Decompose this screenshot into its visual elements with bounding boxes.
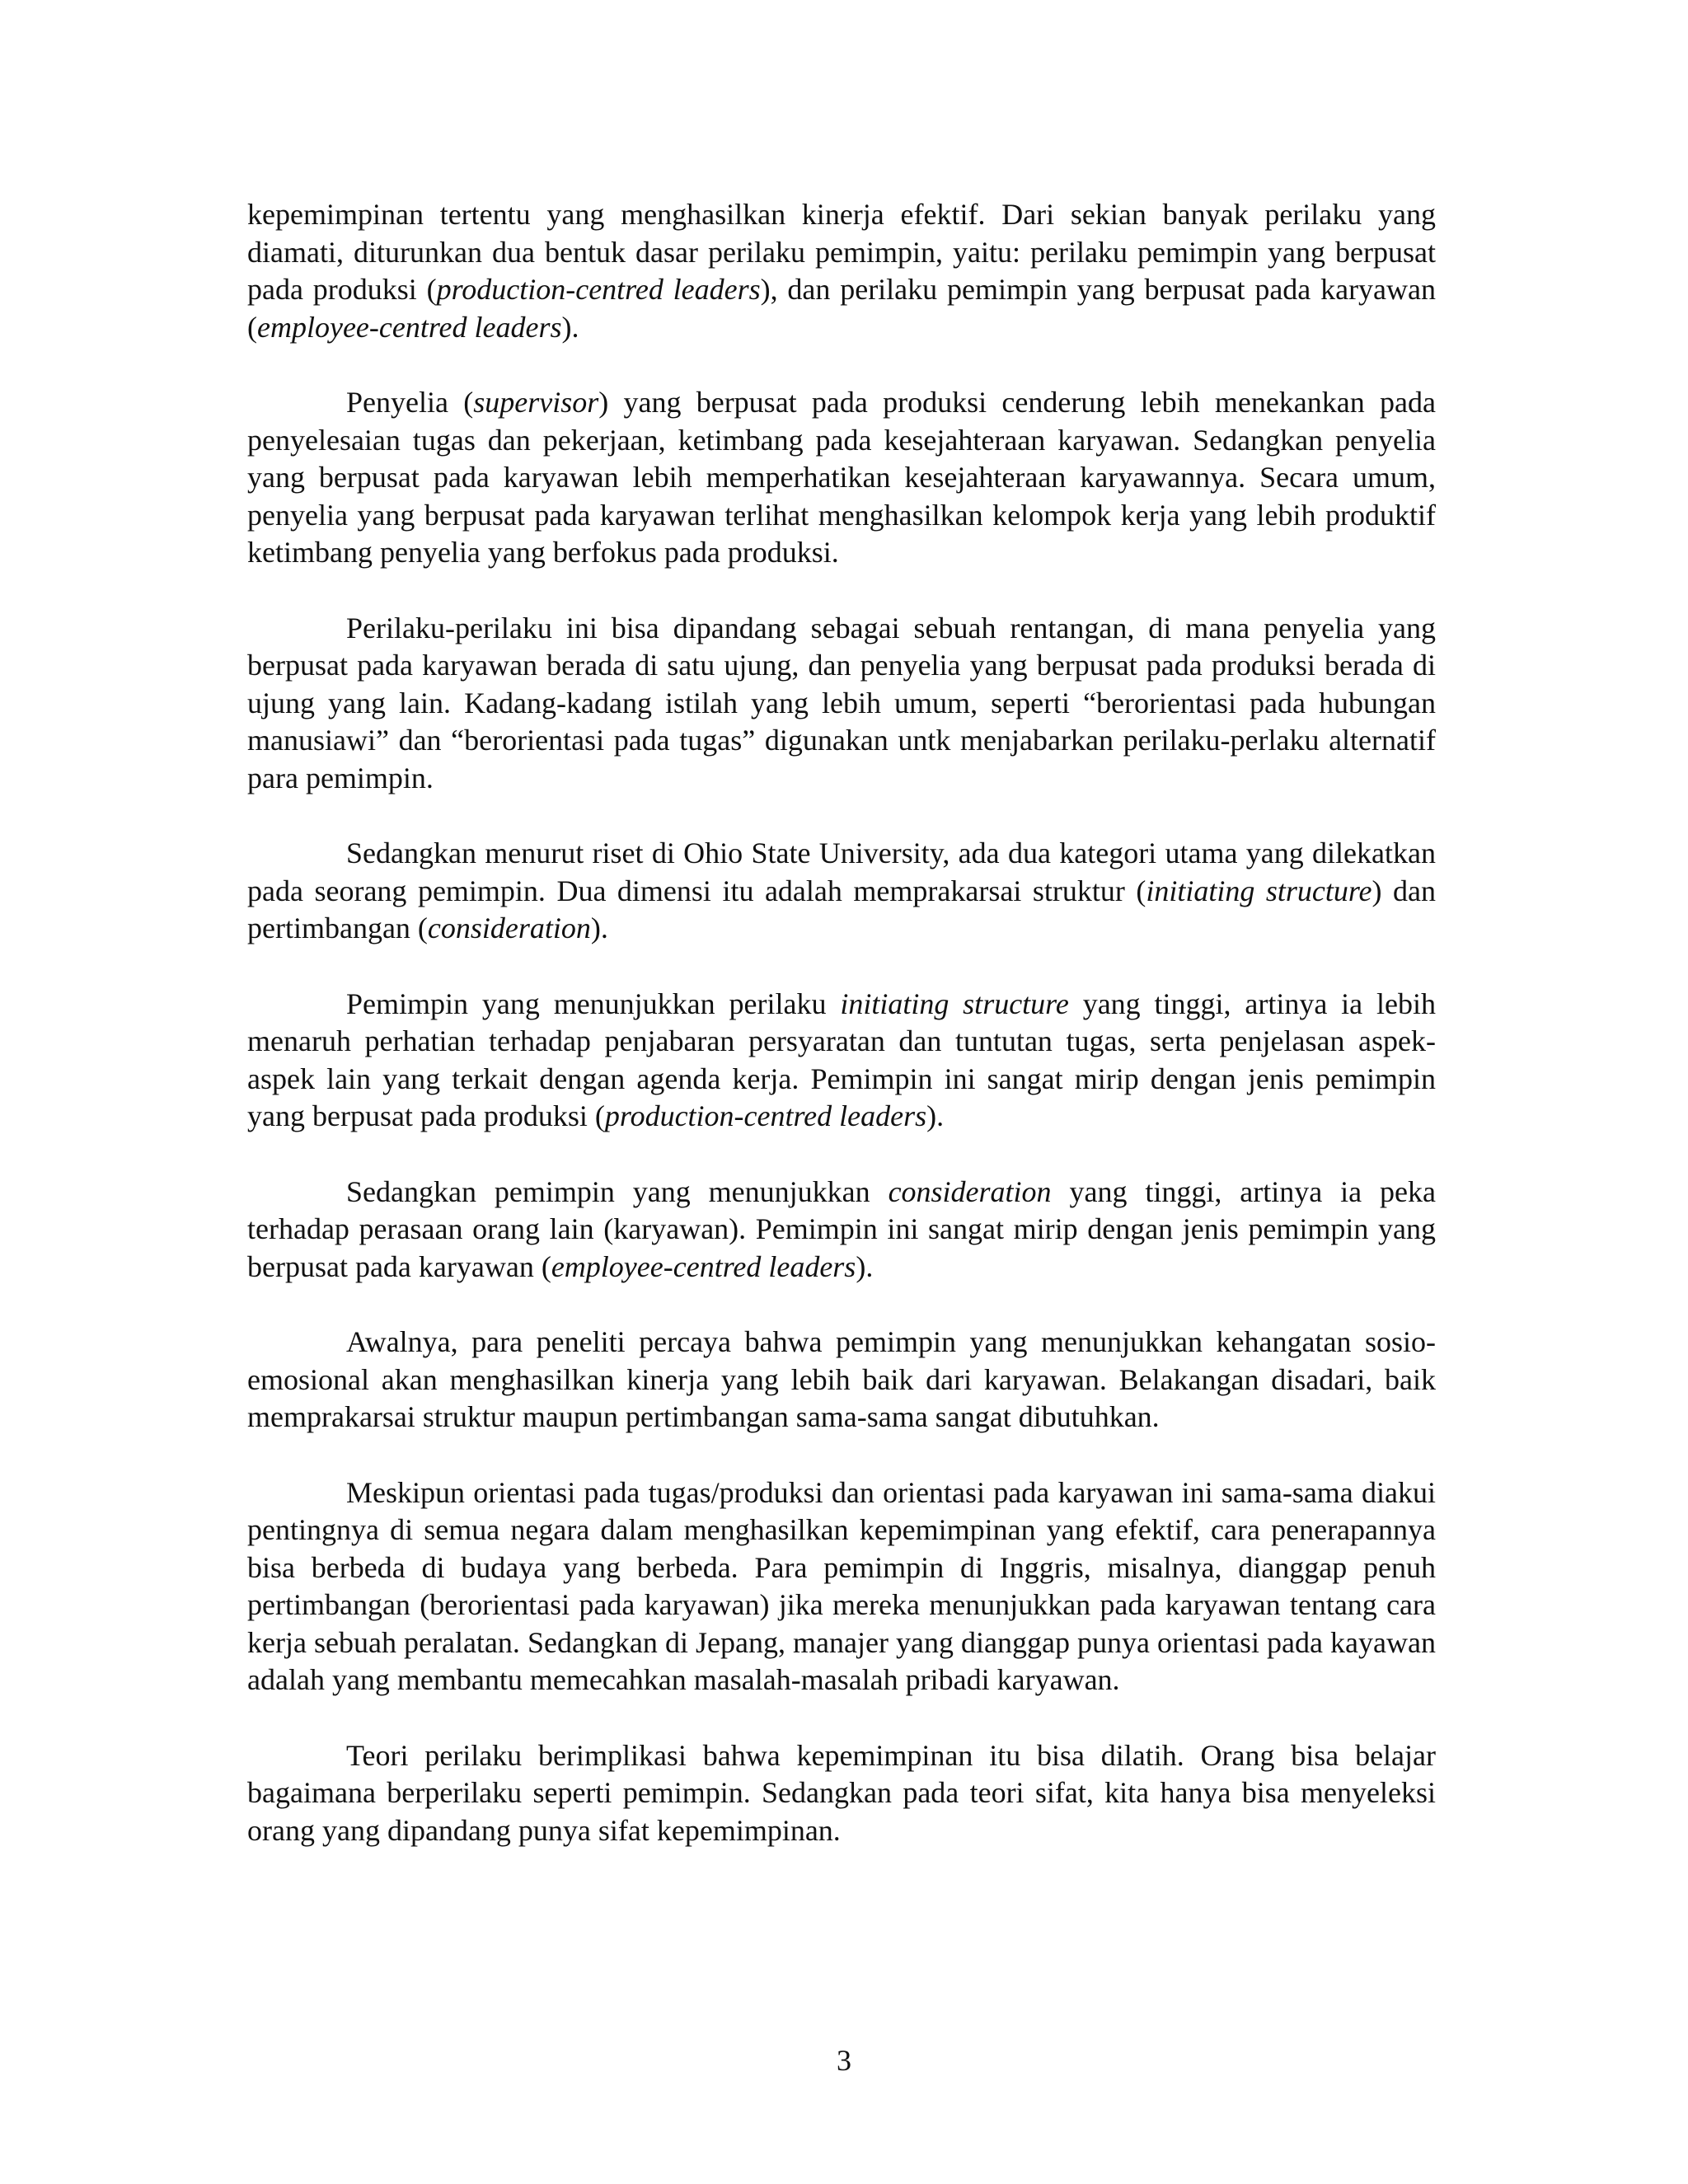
italic-term: production-centred leaders: [436, 273, 761, 306]
text-run: Meskipun orientasi pada tugas/produksi dan orientasi pada karyawan ini sama-sama diakui pentingnya di semua negara dalam menghasilkan kepemimpinan yang efektif, cara penerapannya bisa berbeda di budaya yang berbeda. Para pemimpin di Inggris, misalnya, dianggap penuh pertimbangan (berorientasi pada karyawan) jika mereka menunjukkan pada karyawan tentang cara kerja sebuah peralatan. Sedangkan di Jepang, manajer yang dianggap punya orientasi pada kayawan adalah yang membantu memecahkan masalah-masalah pribadi karyawan.: [247, 1475, 1436, 1696]
paragraph-5: [247, 986, 1436, 1136]
text-run: ) yang berpusat pada produksi cenderung lebih menekankan pada penyelesaian tugas dan pekerjaan, ketimbang pada kesejahteraan karyawan. Sedangkan penyelia yang berpusat pada karyawan lebih memperhatikan kesejahteraan karyawannya. Secara umum, penyelia yang berpusat pada karyawan terlihat menghasilkan kelompok kerja yang lebih produktif ketimbang penyelia yang berfokus pada produksi.: [247, 386, 1436, 569]
text-run: Pemimpin yang menunjukkan perilaku: [346, 987, 841, 1020]
paragraph-7: [247, 1324, 1436, 1436]
paragraph-6: [247, 1174, 1436, 1286]
italic-term: initiating structure: [1146, 874, 1372, 907]
text-run: ), dan perilaku pemimpin yang berpusat pada karyawan (: [247, 273, 1437, 344]
paragraph-3: [247, 610, 1436, 798]
text-run: ).: [856, 1249, 874, 1283]
italic-term: initiating structure: [840, 987, 1069, 1020]
text-run: ).: [561, 310, 579, 344]
text-run: ).: [926, 1099, 945, 1132]
paragraph-4: [247, 835, 1436, 948]
italic-term: consideration: [888, 1174, 1052, 1208]
document-body: [247, 196, 1436, 1887]
text-run: Awalnya, para peneliti percaya bahwa pemimpin yang menunjukkan kehangatan sosio-emosional akan menghasilkan kinerja yang lebih baik dari karyawan. Belakangan disadari, baik memprakarsai struktur maupun pertimbangan sama-sama sangat dibutuhkan.: [247, 1325, 1436, 1433]
text-run: Sedangkan pemimpin yang menunjukkan: [346, 1174, 889, 1208]
text-run: Teori perilaku berimplikasi bahwa kepemimpinan itu bisa dilatih. Orang bisa belajar bagaimana berperilaku seperti pemimpin. Sedangkan pada teori sifat, kita hanya bisa menyeleksi orang yang dipandang punya sifat kepemimpinan.: [247, 1738, 1436, 1847]
text-run: ).: [590, 912, 608, 944]
italic-term: supervisor: [473, 386, 599, 419]
text-run: kepemimpinan tertentu yang menghasilkan kinerja efektif. Dari sekian banyak perilaku yang diamati, diturunkan dua bentuk dasar perilaku pemimpin, yaitu: perilaku pemimpin yang berpusat pada produksi (: [247, 198, 1436, 306]
paragraph-8: [247, 1474, 1436, 1699]
page-number: 3: [837, 2044, 851, 2077]
text-run: yang tinggi, artinya ia peka terhadap perasaan orang lain (karyawan). Pemimpin ini sangat mirip dengan jenis pemimpin yang berpusat pada karyawan (: [247, 1174, 1437, 1283]
text-run: ) dan pertimbangan (: [247, 874, 1436, 944]
text-run: Penyelia (: [346, 386, 474, 419]
paragraph-2: [247, 384, 1436, 572]
paragraph-9: [247, 1737, 1436, 1850]
italic-term: consideration: [427, 912, 591, 944]
italic-term: employee-centred leaders: [551, 1249, 856, 1283]
italic-term: production-centred leaders: [604, 1099, 927, 1132]
text-run: Sedangkan menurut riset di Ohio State University, ada dua kategori utama yang dilekatkan pada seorang pemimpin. Dua dimensi itu adalah memprakarsai struktur (: [247, 837, 1436, 907]
paragraph-1: [247, 196, 1436, 346]
text-run: yang tinggi, artinya ia lebih menaruh perhatian terhadap penjabaran persyaratan dan tuntutan tugas, serta penjelasan aspek-aspek lain yang terkait dengan agenda kerja. Pemimpin ini sangat mirip dengan jenis pemimpin yang berpusat pada produksi (: [247, 987, 1436, 1132]
text-run: Perilaku-perilaku ini bisa dipandang sebagai sebuah rentangan, di mana penyelia yang berpusat pada karyawan berada di satu ujung, dan penyelia yang berpusat pada produksi berada di ujung yang lain. Kadang-kadang istilah yang lebih umum, seperti “berorientasi pada hubungan manusiawi” dan “berorientasi pada tugas” digunakan untk menjabarkan perilaku-perlaku alternatif para pemimpin.: [247, 611, 1436, 794]
italic-term: employee-centred leaders: [257, 310, 562, 344]
